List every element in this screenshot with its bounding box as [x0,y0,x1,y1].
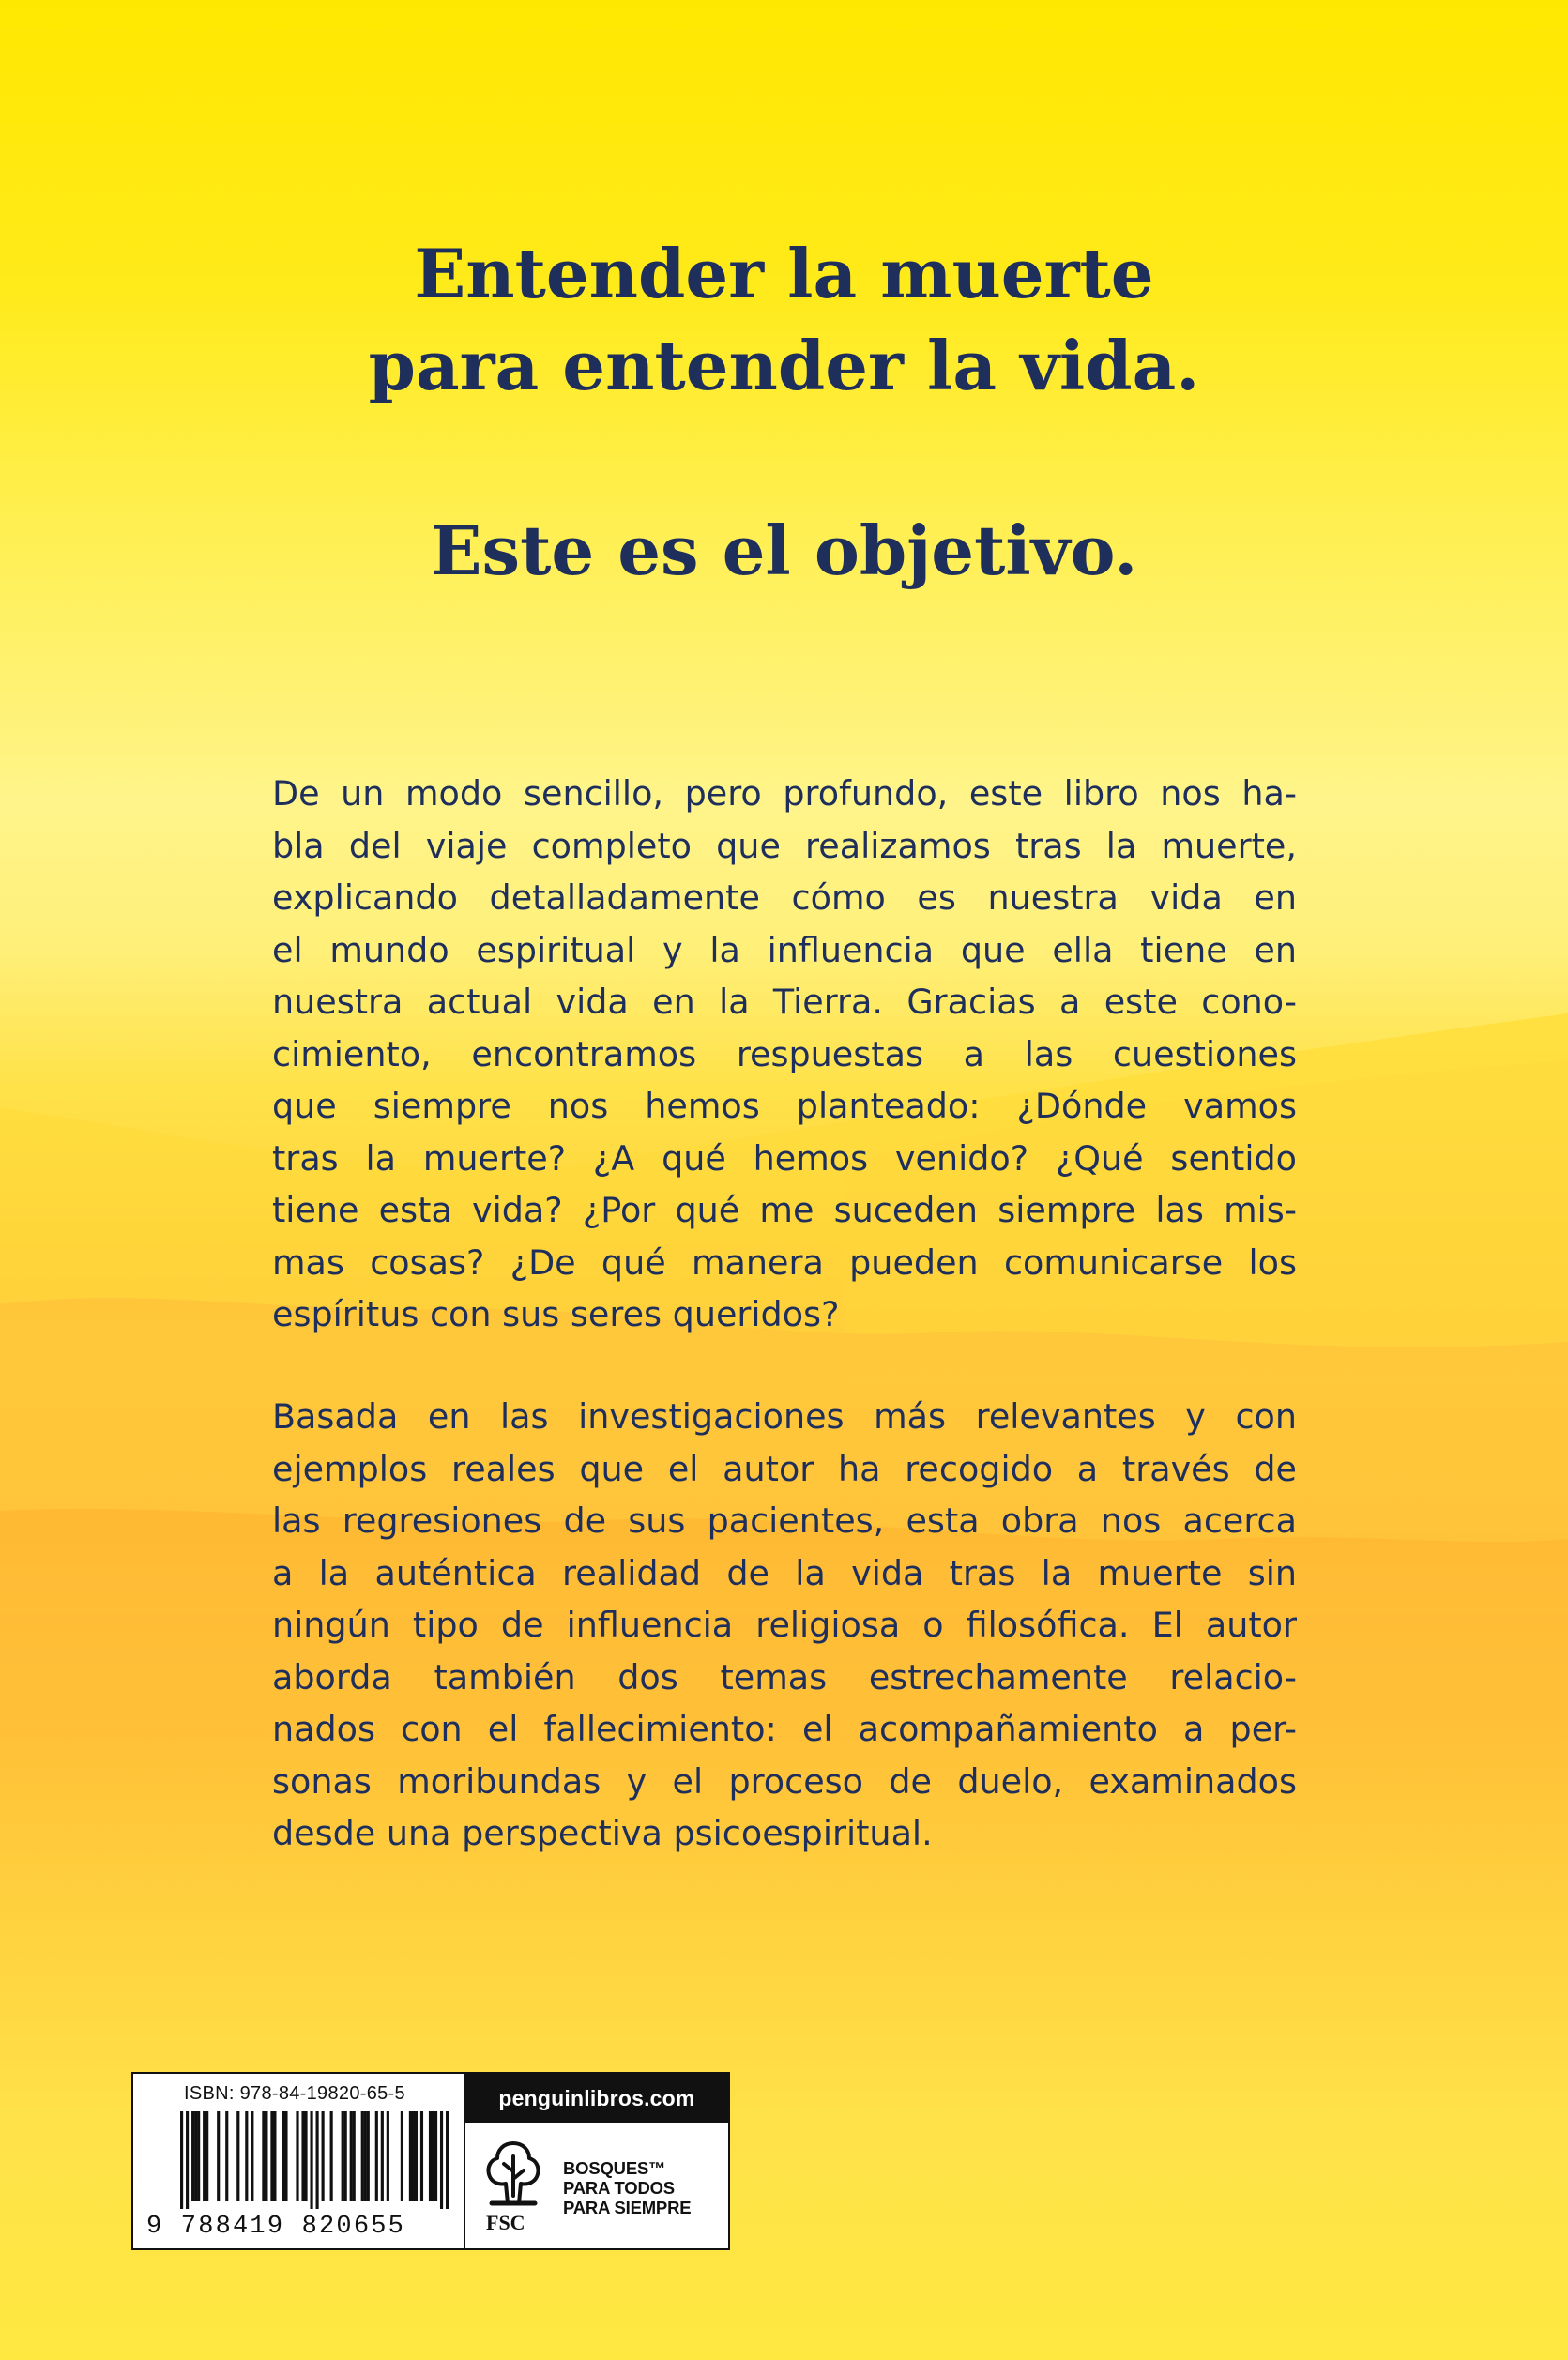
blurb-line: cimiento, encontramos respuestas a las cuestiones [272,1033,1297,1074]
barcode-bar [401,2111,403,2201]
barcode-graphic [180,2111,449,2209]
barcode-digits: 9 788419 820655 [146,2213,406,2241]
barcode-bar [342,2111,344,2201]
barcode-panel [133,2074,465,2248]
blurb-line: aborda también dos temas estrechamente relacio- [272,1656,1297,1698]
barcode-bar [350,2111,353,2201]
fsc-label: FSC [486,2211,525,2234]
barcode-bar [367,2111,370,2201]
barcode-bar [375,2111,378,2201]
barcode-bar [225,2111,228,2201]
blurb-line: desde una perspectiva psicoespiritual. [272,1813,933,1853]
blurb-line: tras la muerte? ¿A qué hemos venido? ¿Qué sentido [272,1137,1297,1179]
barcode-bar [412,2111,415,2201]
barcode-bar [432,2111,434,2201]
barcode-bar [180,2111,183,2209]
barcode-bar [353,2111,356,2201]
barcode-bar [330,2111,333,2201]
blurb-line: las regresiones de sus pacientes, esta obra nos acerca [272,1500,1297,1541]
barcode-bar [434,2111,437,2201]
barcode-bar [245,2111,248,2201]
barcode-bar [364,2111,367,2201]
barcode-bar [381,2111,384,2201]
objective-statement: Este es el objetivo. [430,510,1138,590]
headline [0,228,1568,412]
headline-line-2: para entender la vida. [368,326,1200,405]
headline-line-1: Entender la muerte [414,234,1154,313]
barcode-bar [387,2111,389,2201]
blurb-line: el mundo espiritual y la influencia que ella tiene en [272,929,1297,970]
barcode-label-box [131,2072,730,2250]
barcode-bar [191,2111,194,2201]
barcode-bar [361,2111,364,2201]
barcode-bar [273,2111,276,2201]
fsc-certification [465,2123,728,2248]
barcode-bar [415,2111,418,2201]
blurb-line: ningún tipo de influencia religiosa o filosófica. El autor [272,1605,1297,1645]
barcode-bar [194,2111,197,2201]
slogan-line-3: PARA SIEMPRE [563,2198,692,2217]
publisher-panel [465,2074,728,2248]
slogan-line-1: BOSQUES™ [563,2158,666,2178]
barcode-bar [409,2111,412,2201]
barcode-bar [262,2111,265,2201]
blurb-line: tiene esta vida? ¿Por qué me suceden siempre las mis- [272,1190,1297,1230]
blurb-line: explicando detalladamente cómo es nuestra vida en [272,877,1297,918]
blurb-line: sonas moribundas y el proceso de duelo, examinados [272,1760,1297,1802]
forest-slogan [563,2158,691,2217]
barcode-bar [301,2111,304,2201]
barcode-bar [296,2111,298,2201]
barcode-bar [304,2111,307,2201]
barcode-bar [284,2111,287,2201]
barcode-bar [446,2111,449,2209]
blurb-line: ejemplos reales que el autor ha recogido a través de [272,1448,1297,1489]
barcode-bar [344,2111,347,2201]
blurb-paragraph-2 [272,1391,1297,1860]
isbn-label: ISBN: 978-84-19820-65-5 [184,2083,405,2104]
barcode-bar [270,2111,273,2201]
barcode-bar [282,2111,284,2201]
blurb-line: nados con el fallecimiento: el acompañamiento a per- [272,1709,1297,1749]
blurb-line: De un modo sencillo, pero profundo, este libro nos ha- [272,773,1297,814]
blurb-line: Basada en las investigaciones más relevantes y con [272,1396,1297,1437]
barcode-bar [440,2111,443,2209]
barcode-bar [186,2111,189,2209]
barcode-bar [217,2111,220,2201]
blurb-line: mas cosas? ¿De qué manera pueden comunicarse los [272,1241,1297,1283]
barcode-bar [310,2111,312,2209]
blurb-paragraph-1 [272,768,1297,1341]
barcode-bar [265,2111,267,2201]
barcode-bar [429,2111,432,2201]
barcode-bar [251,2111,253,2201]
blurb-line: bla del viaje completo que realizamos tras la muerte, [272,825,1297,866]
fsc-tree-icon [482,2138,544,2209]
barcode-bar [322,2111,325,2201]
blurb-line: a la auténtica realidad de la vida tras la muerte sin [272,1552,1297,1593]
publisher-website[interactable]: penguinlibros.com [465,2074,728,2123]
barcode-bar [420,2111,423,2201]
barcode-bar [316,2111,319,2209]
barcode-bar [203,2111,206,2201]
slogan-line-2: PARA TODOS [563,2178,675,2198]
barcode-bar [206,2111,208,2201]
blurb-line: nuestra actual vida en la Tierra. Gracias a este cono- [272,982,1297,1022]
blurb-line: que siempre nos hemos planteado: ¿Dónde vamos [272,1086,1297,1126]
barcode-bar [236,2111,239,2201]
barcode-bar [197,2111,200,2201]
blurb-line: espíritus con sus seres queridos? [272,1294,840,1334]
